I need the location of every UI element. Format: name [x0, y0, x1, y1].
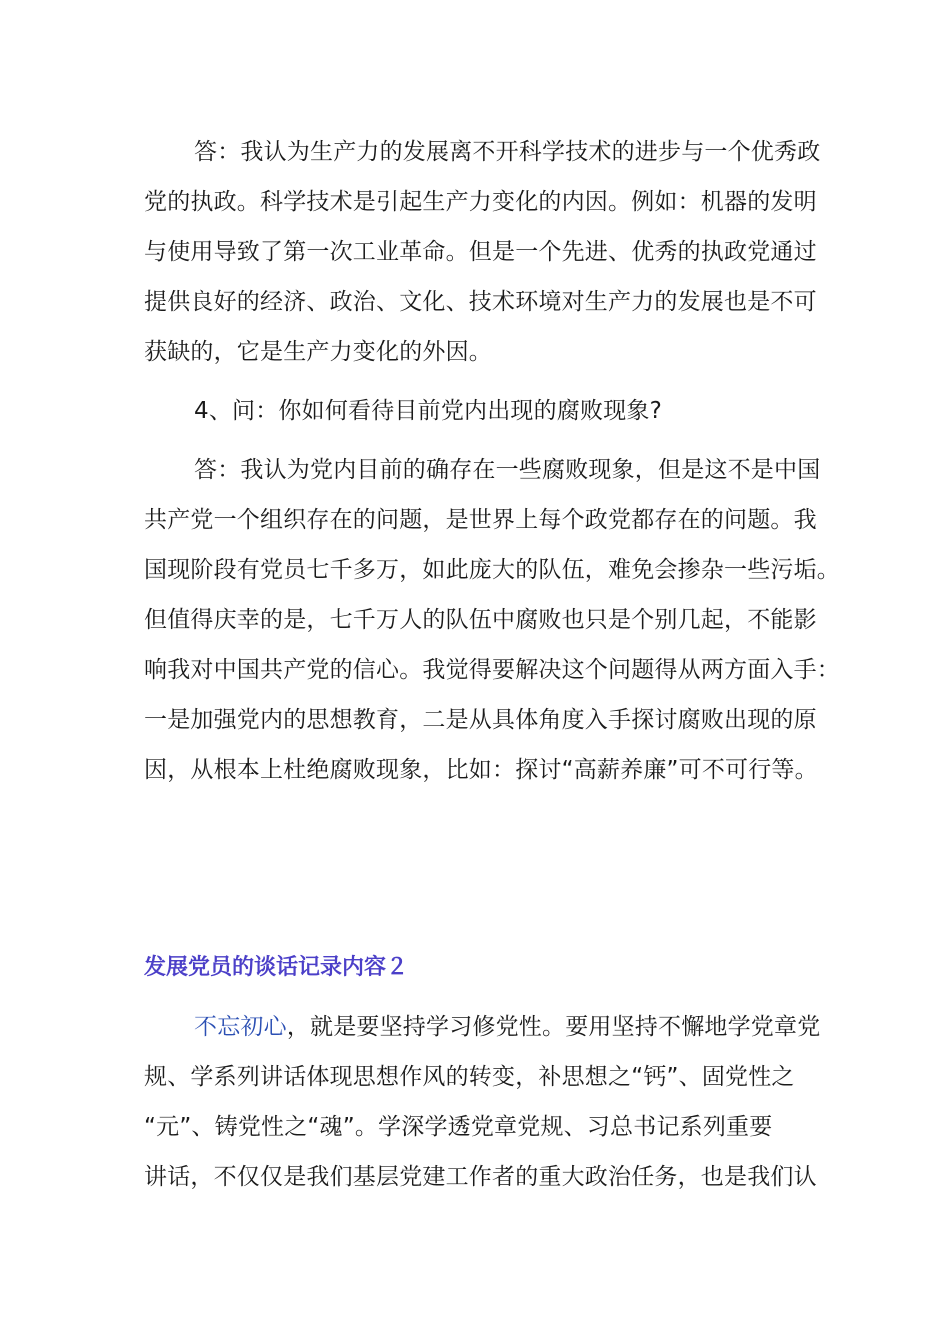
inline-link[interactable]: 不忘初心 [194, 1014, 287, 1040]
answer4-line-4: 但值得庆幸的是，七千万人的队伍中腐败也只是个别几起，不能影 [144, 607, 817, 633]
answer4-line-5: 响我对中国共产党的信心。我觉得要解决这个问题得从两方面入手： [144, 657, 840, 683]
section2-line-2: 规、学系列讲话体现思想作风的转变，补思想之“钙”、固党性之 [144, 1064, 795, 1090]
section2-line-4: 讲话，不仅仅是我们基层党建工作者的重大政治任务，也是我们认 [144, 1164, 817, 1190]
answer4-line-1: 答：我认为党内目前的确存在一些腐败现象，但是这不是中国 [194, 457, 821, 483]
section2-line-3: “元”、铸党性之“魂”。学深学透党章党规、习总书记系列重要 [144, 1114, 773, 1140]
section2-line-1 [194, 1012, 820, 1042]
answer3-line-2: 党的执政。科学技术是引起生产力变化的内因。例如：机器的发明 [144, 189, 817, 215]
section-heading: 发展党员的谈话记录内容２ [144, 955, 409, 980]
question4: 4、问：你如何看待目前党内出现的腐败现象? [194, 398, 663, 424]
answer4-line-7: 因，从根本上杜绝腐败现象，比如：探讨“高薪养廉”可不可行等。 [144, 757, 818, 783]
answer4-line-2: 共产党一个组织存在的问题，是世界上每个政党都存在的问题。我 [144, 507, 817, 533]
section2-line-1-text: ，就是要坚持学习修党性。要用坚持不懈地学党章党 [286, 1014, 821, 1040]
answer3-line-3: 与使用导致了第一次工业革命。但是一个先进、优秀的执政党通过 [144, 239, 817, 265]
answer3-line-5: 获缺的，它是生产力变化的外因。 [144, 339, 492, 365]
answer3-line-4: 提供良好的经济、政治、文化、技术环境对生产力的发展也是不可 [144, 289, 817, 315]
answer4-line-6: 一是加强党内的思想教育，二是从具体角度入手探讨腐败出现的原 [144, 707, 817, 733]
answer4-line-3: 国现阶段有党员七千多万，如此庞大的队伍，难免会掺杂一些污垢。 [144, 557, 840, 583]
answer3-line-1: 答：我认为生产力的发展离不开科学技术的进步与一个优秀政 [194, 139, 821, 165]
